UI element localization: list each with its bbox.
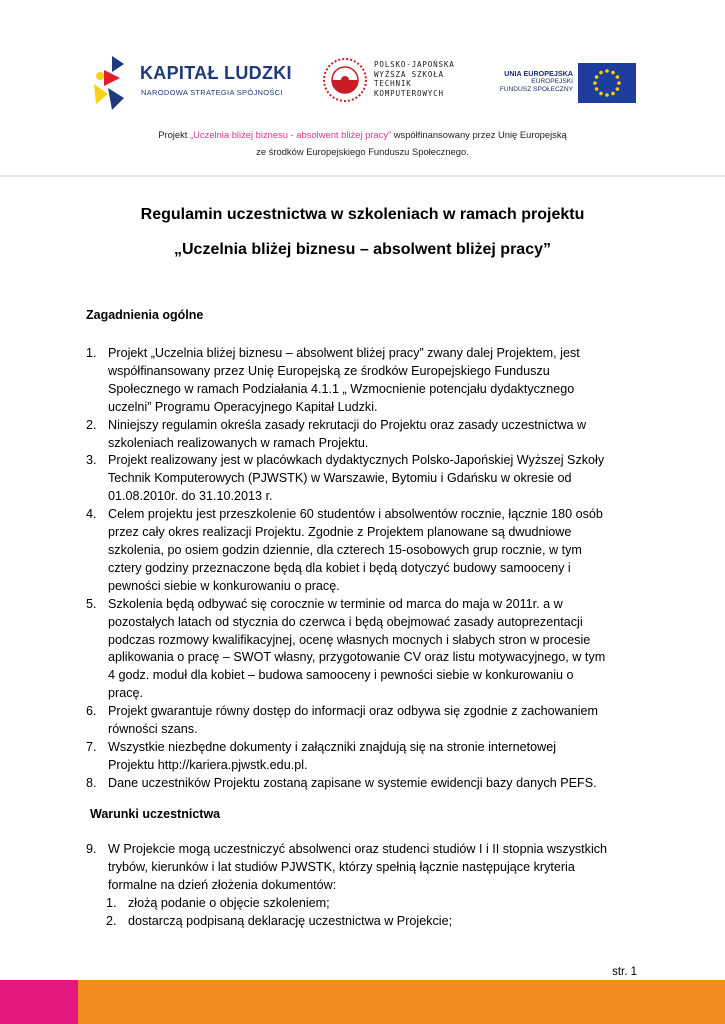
project-note-name: „Uczelnia bliżej biznesu - absolwent bliżej pracy” — [190, 129, 392, 140]
list-item-line: przez cały okres realizacji Projektu. Zgodnie z Projektem planowane są dwudniowe — [108, 525, 572, 540]
sub-list-item-text: złożą podanie o objęcie szkoleniem; — [128, 895, 330, 910]
list-item-line: Społecznego w ramach Podziałania 4.1.1 „ Wzmocnienie potencjału dydaktycznego — [108, 381, 575, 396]
list-item-number: 9. — [86, 842, 97, 856]
list-item-line: współfinansowany przez Unię Europejską ze środków Europejskiego Funduszu — [108, 363, 550, 378]
list-item-line: trybów, kierunków i lat studiów PJWSTK, którzy spełnią łącznie następujące kryteria — [108, 859, 575, 874]
list-item-line: pewności siebie w konkurowaniu o pracę. — [108, 578, 340, 593]
eu-line: FUNDUSZ SPOŁECZNY — [499, 86, 573, 93]
pjwstk-seal-icon — [322, 57, 368, 103]
sub-list-item — [86, 913, 646, 931]
list-item-line: W Projekcie mogą uczestniczyć absolwenci oraz studenci studiów I i II stopnia wszystkich — [108, 842, 608, 856]
list-item-line: podczas rozmowy kwalifikacyjnej, ocenę własnych mocnych i słabych stron w procesie — [108, 632, 591, 647]
sub-list-item-text: dostarczą podpisaną deklarację uczestnictwa w Projekcie; — [128, 913, 453, 928]
list-item — [86, 596, 646, 703]
list-item — [86, 452, 646, 506]
eu-logo — [494, 48, 640, 118]
logo-bar — [84, 48, 640, 118]
list-item-number: 8. — [86, 775, 97, 790]
list-item — [86, 417, 646, 453]
pjwstk-name-line: KOMPUTEROWYCH — [374, 88, 444, 98]
list-item-number: 7. — [86, 739, 97, 754]
page-number: str. 1 — [612, 966, 637, 978]
sub-list-item-number: 2. — [106, 913, 117, 928]
footer-pink-block — [0, 980, 78, 1024]
list-item — [86, 739, 646, 775]
project-note-line1 — [0, 129, 725, 140]
list-item-number: 2. — [86, 417, 97, 432]
list-item-line: Celem projektu jest przeszkolenie 60 studentów i absolwentów rocznie, łącznie 180 osób — [108, 507, 603, 522]
list-item — [86, 841, 646, 895]
list-item-line: Technik Komputerowych (PJWSTK) w Warszawie, Bytomiu i Gdańsku w okresie od — [108, 471, 572, 486]
pjwstk-name-line: POLSKO-JAPOŃSKA — [374, 60, 455, 69]
list-item-line: uczelni” Programu Operacyjnego Kapitał Ludzki. — [108, 399, 378, 414]
sub-list-item — [86, 895, 646, 913]
footer-band — [0, 980, 725, 1024]
project-note-suffix: współfinansowany przez Unię Europejską — [391, 129, 567, 140]
footer-orange-block — [78, 980, 725, 1024]
list-item-line: Niniejszy regulamin określa zasady rekrutacji do Projektu oraz zasady uczestnictwa w — [108, 417, 587, 432]
kapital-ludzki-subtitle: NARODOWA STRATEGIA SPÓJNOŚCI — [141, 88, 283, 97]
kapital-ludzki-logo — [84, 48, 292, 118]
list-item-line: formalne na dzień złożenia dokumentów: — [108, 877, 337, 892]
list-item — [86, 506, 646, 596]
list-item-line: szkoleniach realizowanych w ramach Projektu. — [108, 435, 369, 450]
list-item-line: Wszystkie niezbędne dokumenty i załączniki znajdują się na stronie internetowej — [108, 739, 557, 754]
kapital-ludzki-star-icon — [90, 54, 126, 112]
list-item-line: Projektu http://kariera.pjwstk.edu.pl. — [108, 757, 308, 772]
project-note-prefix: Projekt — [158, 129, 191, 140]
eu-text — [500, 70, 573, 94]
list-item — [86, 775, 646, 793]
eu-flag-icon — [578, 63, 636, 103]
pjwstk-name-line: WYŻSZA SZKOŁA — [374, 69, 444, 79]
list-item-line: cztery godziny przeznaczone będą dla kobiet i będą dotyczyć budowy samooceny i — [108, 560, 571, 575]
list-item-number: 6. — [86, 704, 97, 719]
list-item-line: Dane uczestników Projektu zostaną zapisane w systemie ewidencji bazy danych PEFS. — [108, 775, 597, 790]
list-item-line: pozostałych latach od stycznia do czerwca i będą obejmować zasady autoprezentacji — [108, 614, 583, 629]
kapital-ludzki-title: KAPITAŁ LUDZKI — [140, 63, 292, 83]
pjwstk-name — [374, 60, 455, 98]
list-item-line: aplikowania o pracę – SWOT własny, przygotowanie CV oraz listu motywacyjnego, w tym — [108, 650, 606, 665]
eu-title: UNIA EUROPEJSKA — [504, 69, 573, 78]
eu-line: EUROPEJSKI — [531, 78, 573, 85]
conditions-list — [86, 841, 646, 931]
general-list — [86, 345, 646, 793]
list-item-number: 4. — [86, 507, 97, 522]
list-item — [86, 345, 646, 417]
list-item-line: 4 godz. moduł dla kobiet – budowa samooceny i pewności siebie w konkurowaniu o — [108, 668, 574, 683]
pjwstk-logo — [322, 48, 472, 118]
list-item-number: 3. — [86, 453, 97, 468]
list-item-line: Projekt „Uczelnia bliżej biznesu – absolwent bliżej pracy” zwany dalej Projektem, jest — [108, 346, 580, 360]
list-item-line: 01.08.2010r. do 31.10.2013 r. — [108, 489, 273, 504]
section-heading-conditions: Warunki uczestnictwa — [90, 807, 221, 821]
list-item-line: pracę. — [108, 686, 144, 701]
list-item-line: Projekt gwarantuje równy dostęp do informacji oraz odbywa się zgodnie z zachowaniem — [108, 704, 599, 719]
document-title: Regulamin uczestnictwa w szkoleniach w ramach projektu — [140, 206, 585, 223]
list-item-line: równości szans. — [108, 722, 198, 737]
list-item-line: Projekt realizowany jest w placówkach dydaktycznych Polsko-Japońskiej Wyższej Szkoły — [108, 453, 605, 468]
list-item-line: szkolenia, po osiem godzin dziennie, dla czterech 15-osobowych grup rocznie, w tym — [108, 542, 582, 557]
pjwstk-name-line: TECHNIK — [374, 79, 412, 88]
sub-list-item-number: 1. — [106, 895, 117, 910]
document-subtitle: „Uczelnia bliżej biznesu – absolwent bliżej pracy” — [174, 241, 551, 258]
list-item-number: 1. — [86, 346, 97, 360]
header-divider — [0, 175, 725, 177]
list-item-line: Szkolenia będą odbywać się corocznie w terminie od marca do maja w 2011r. a w — [108, 596, 563, 611]
list-item-number: 5. — [86, 596, 97, 611]
project-note-line2: ze środków Europejskiego Funduszu Społecznego. — [256, 146, 469, 157]
list-item — [86, 703, 646, 739]
section-heading-general: Zagadnienia ogólne — [86, 308, 204, 322]
